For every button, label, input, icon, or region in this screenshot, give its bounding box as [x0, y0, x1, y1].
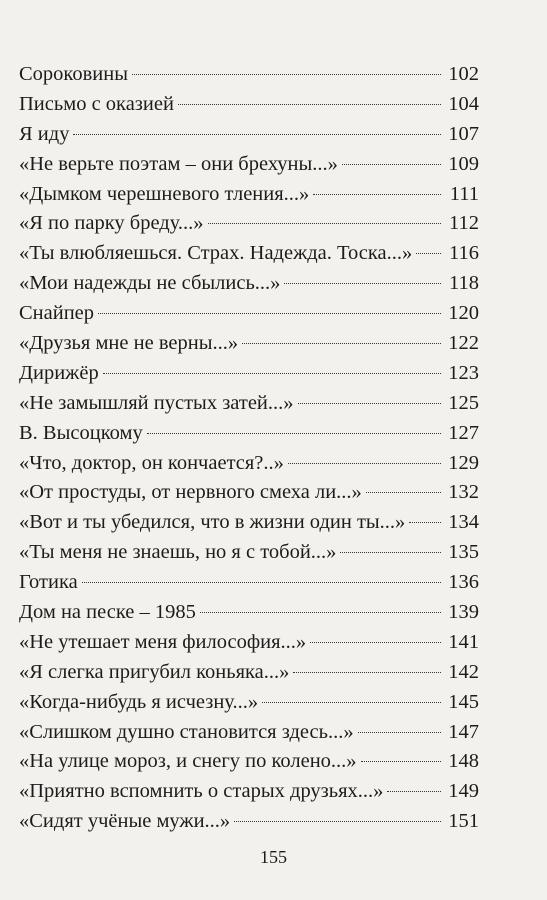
- dot-leader: [313, 194, 441, 195]
- entry-title: «Сидят учёные мужи...»: [19, 810, 231, 833]
- entry-page-number: 142: [448, 660, 479, 683]
- toc-entry: [19, 628, 479, 658]
- entry-page-number: 112: [449, 212, 479, 235]
- dot-leader: [298, 403, 441, 404]
- dot-leader: [310, 642, 441, 643]
- entry-title: «Не верьте поэтам – они брехуны...»: [19, 152, 338, 175]
- entry-title: Готика: [19, 571, 78, 594]
- entry-page-number: 109: [448, 152, 479, 175]
- toc-entry: [19, 747, 479, 777]
- dot-leader: [178, 104, 441, 105]
- entry-page-number: 118: [449, 272, 479, 295]
- entry-page-number: 125: [448, 391, 479, 414]
- entry-page-number: 129: [448, 451, 479, 474]
- dot-leader: [293, 672, 441, 673]
- entry-title: Сороковины: [19, 63, 128, 85]
- toc-entry: [19, 359, 479, 389]
- toc-entry: [19, 807, 479, 837]
- dot-leader: [208, 223, 441, 224]
- entry-title: «Не замышляй пустых затей...»: [19, 391, 294, 414]
- entry-title: «На улице мороз, и снегу по колено...»: [19, 750, 357, 773]
- toc-entry: [19, 180, 479, 210]
- entry-title: «Я слегка пригубил коньяка...»: [19, 660, 290, 683]
- toc-entry: [19, 658, 479, 688]
- toc-entry: [19, 478, 479, 508]
- dot-leader: [73, 134, 441, 135]
- entry-title: «Я по парку бреду...»: [19, 212, 204, 235]
- entry-page-number: 116: [449, 242, 479, 265]
- dot-leader: [366, 492, 441, 493]
- toc-entry: [19, 90, 479, 120]
- entry-page-number: 136: [448, 571, 479, 594]
- entry-title: «Дымком черешневого тления...»: [19, 182, 310, 205]
- dot-leader: [284, 283, 441, 284]
- entry-page-number: 122: [448, 332, 479, 355]
- dot-leader: [262, 702, 441, 703]
- dot-leader: [242, 343, 441, 344]
- dot-leader: [82, 582, 441, 583]
- toc-entry: [19, 239, 479, 269]
- entry-title: «Слишком душно становится здесь...»: [19, 720, 354, 743]
- entry-title: Письмо с оказией: [19, 92, 174, 115]
- entry-title: «От простуды, от нервного смеха ли...»: [19, 481, 362, 504]
- dot-leader: [387, 791, 441, 792]
- toc-entry: [19, 389, 479, 419]
- entry-title: «Ты влюбляешься. Страх. Надежда. Тоска...»: [19, 242, 413, 265]
- dot-leader: [342, 164, 441, 165]
- entry-title: Я иду: [19, 122, 70, 145]
- toc-entry: [19, 120, 479, 150]
- entry-page-number: 102: [448, 63, 479, 85]
- table-of-contents: [19, 60, 479, 837]
- entry-title: «Когда-нибудь я исчезну...»: [19, 690, 259, 713]
- entry-title: «Друзья мне не верны...»: [19, 332, 239, 355]
- entry-title: В. Высоцкому: [19, 421, 143, 444]
- entry-page-number: 147: [448, 720, 479, 743]
- toc-entry: [19, 419, 479, 449]
- dot-leader: [409, 522, 441, 523]
- entry-page-number: 120: [448, 302, 479, 325]
- toc-entry: [19, 329, 479, 359]
- entry-page-number: 151: [448, 810, 479, 833]
- dot-leader: [98, 313, 441, 314]
- entry-page-number: 135: [448, 541, 479, 564]
- entry-page-number: 141: [448, 630, 479, 653]
- toc-entry: [19, 568, 479, 598]
- entry-title: «Что, доктор, он кончается?..»: [19, 451, 284, 474]
- dot-leader: [147, 433, 441, 434]
- dot-leader: [416, 253, 441, 254]
- entry-page-number: 107: [448, 122, 479, 145]
- entry-page-number: 145: [448, 690, 479, 713]
- dot-leader: [132, 74, 441, 75]
- toc-entry: [19, 538, 479, 568]
- toc-entry: [19, 688, 479, 718]
- entry-page-number: 111: [449, 182, 479, 205]
- entry-page-number: 123: [448, 361, 479, 384]
- dot-leader: [358, 732, 441, 733]
- toc-entry: [19, 508, 479, 538]
- entry-title: Дирижёр: [19, 361, 99, 384]
- entry-title: Дом на песке – 1985: [19, 601, 196, 624]
- entry-page-number: 132: [448, 481, 479, 504]
- toc-entry: [19, 299, 479, 329]
- toc-entry: [19, 209, 479, 239]
- entry-page-number: 104: [448, 92, 479, 115]
- dot-leader: [340, 552, 441, 553]
- toc-entry: [19, 449, 479, 479]
- toc-entry: [19, 718, 479, 748]
- entry-title: «Ты меня не знаешь, но я с тобой...»: [19, 541, 337, 564]
- toc-entry: [19, 598, 479, 628]
- entry-page-number: 139: [448, 601, 479, 624]
- toc-entry: [19, 269, 479, 299]
- entry-title: «Мои надежды не сбылись...»: [19, 272, 281, 295]
- toc-entry: [19, 150, 479, 180]
- entry-page-number: 149: [448, 780, 479, 803]
- dot-leader: [200, 612, 441, 613]
- dot-leader: [234, 821, 441, 822]
- toc-entry: [19, 60, 479, 90]
- entry-page-number: 148: [448, 750, 479, 773]
- entry-title: Снайпер: [19, 302, 95, 325]
- entry-title: «Приятно вспомнить о старых друзьях...»: [19, 780, 384, 803]
- dot-leader: [361, 761, 441, 762]
- entry-title: «Вот и ты убедился, что в жизни один ты...»: [19, 511, 406, 534]
- entry-page-number: 134: [448, 511, 479, 534]
- toc-entry: [19, 777, 479, 807]
- entry-page-number: 127: [448, 421, 479, 444]
- entry-title: «Не утешает меня философия...»: [19, 630, 307, 653]
- dot-leader: [288, 463, 441, 464]
- dot-leader: [103, 373, 441, 374]
- page-number: 155: [260, 847, 287, 867]
